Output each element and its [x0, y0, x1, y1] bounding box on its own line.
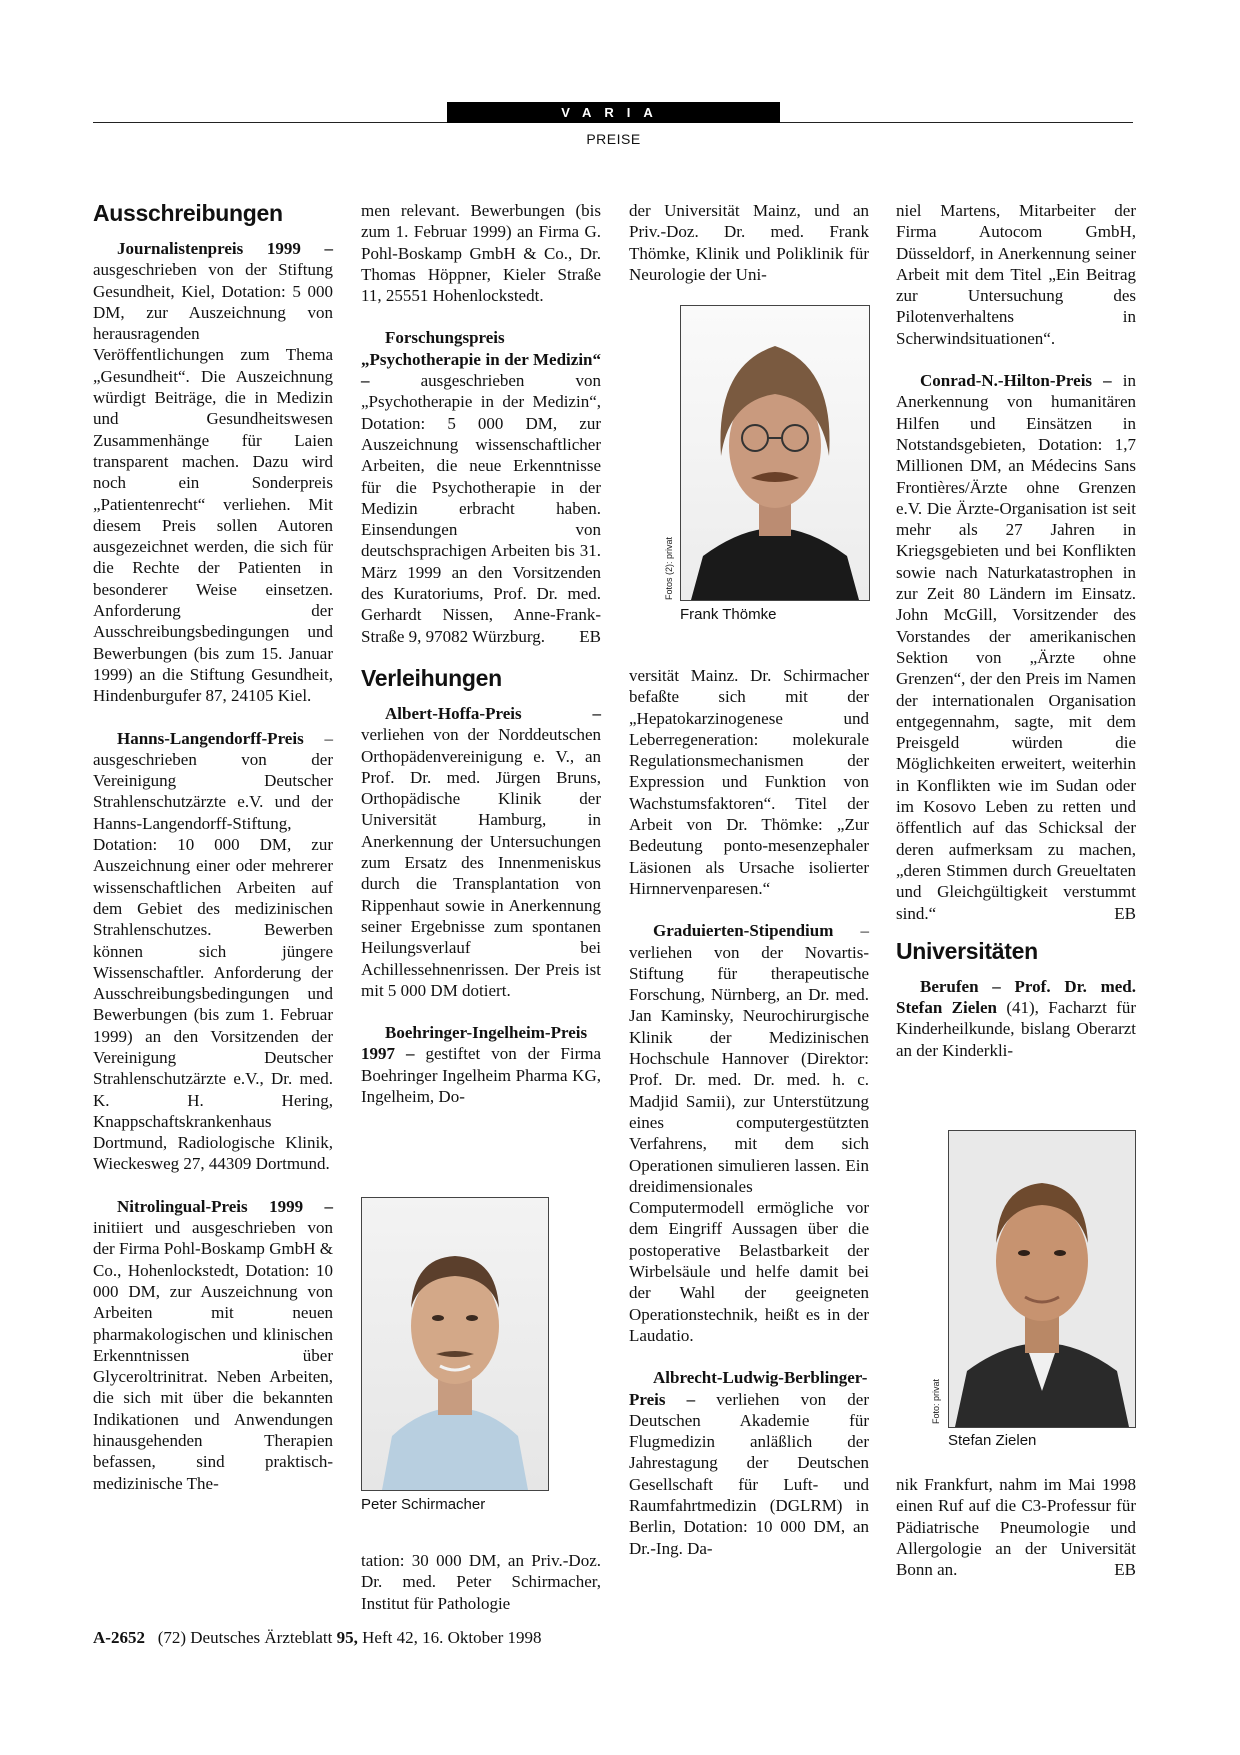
portrait-image: [681, 306, 869, 600]
article-nitrolingual: [93, 1196, 333, 1494]
author-signature: EB: [1114, 1560, 1136, 1580]
portrait-image: [362, 1198, 548, 1490]
article-text: – ausgeschrieben von der Vereinigung Deutscher Strahlenschutzärzte e.V. und der Hanns-Langendorff-Stiftung, Dotation: 10 000 DM, zur Auszeichnung einer oder mehrerer wissenschaftlichen Arbeiten auf dem Gebiet des medizinischen Strahlenschutzes. Bewerben können sich jüngere Wissenschaftler. Anforderung der Ausschreibungsbedingungen und Bewerbungen (bis zum 1. Februar 1999) an den Vorsitzenden der Vereinigung Deutscher Strahlenschutzärzte e.V., Dr. med. K. H. Hering, Knappschaftskrankenhaus Dortmund, Radiologische Klinik, Wieckesweg 27, 44309 Dortmund.: [93, 728, 333, 1174]
article-continued: [896, 1474, 1136, 1580]
article-title: Berufen – Prof. Dr. med. Stefan Zielen: [896, 976, 1136, 1018]
column-4-bottom: [896, 1474, 1136, 1580]
author-signature: EB: [579, 626, 601, 646]
article-psychotherapie: [361, 327, 601, 646]
photo-stefan-zielen: [948, 1130, 1136, 1428]
article-title: Nitrolingual-Preis 1999 –: [117, 1196, 333, 1216]
article-continued: versität Mainz. Dr. Schirmacher befaßte sich mit der „Hepatokarzinogenese und Leberregeneration: molekurale Regulationsmechanismen der Expression und Funktion von Wachstumsfaktoren“. Titel der Arbeit von Dr. Thömke: „Zur Bedeutung ponto-mesenzephaler Läsionen als Ursache isolierter Hirnnervenparesen.“: [629, 666, 869, 898]
article-hoffa: [361, 703, 601, 1001]
article-text: ausgeschrieben von der Stiftung Gesundheit, Kiel, Dotation: 5 000 DM, zur Auszeichnung von herausragenden Veröffentlichungen zum Thema „Gesundheit“. Die Auszeichnung würdigt Beiträge, die in Medizin und Gesundheitswesen Zusammenhänge für Laien transparent machen. Dazu wird noch ein Sonderpreis „Patientenrecht“ verliehen. Mit diesem Preis sollen Autoren ausgezeichnet werden, die sich für die Rechte der Patienten in besonderer Weise einsetzen. Anforderung der Ausschreibungsbedingungen und Bewerbungen (bis zum 15. Januar 1999) an die Stiftung Gesundheit, Hindenburgufer 87, 24105 Kiel.: [93, 260, 333, 706]
article-langendorff: [93, 728, 333, 1175]
heading-verleihungen: Verleihungen: [361, 664, 502, 691]
article-text: – verliehen von der Novartis-Stiftung für therapeutische Forschung, Nürnberg, an Dr. med. Jan Kaminsky, Neurochirurgische Klinik der Medizinischen Hochschule Hannover (Direktor: Prof. Dr. med. Dr. med. h. c. Madjid Samii), zur Unterstützung eines computergestützten Verfahrens, mit dem sich Operationen simulieren lassen. Ein dreidimensionales Computermodell ermögliche vor dem Eingriff Aussagen über die postoperative Belastbarkeit der Wirbelsäule und helfe damit bei der Wahl der geeigneten Operationstechnik, heißt es in der Laudatio.: [629, 921, 869, 1345]
section-label: VARIA: [447, 102, 780, 123]
article-continued: men relevant. Bewerbungen (bis zum 1. Februar 1999) an Firma G. Pohl-Boskamp GmbH & Co., Dr. Thomas Höppner, Kieler Straße 11, 25551 Hohenlockstedt.: [361, 201, 601, 306]
portrait-image: [949, 1131, 1135, 1427]
article-continued: tation: 30 000 DM, an Priv.-Doz. Dr. med. Peter Schirmacher, Institut für Pathologie: [361, 1551, 601, 1613]
article-title: Albert-Hoffa-Preis –: [385, 703, 601, 723]
subsection-label: PREISE: [586, 131, 641, 147]
photo-caption: Peter Schirmacher: [361, 1496, 486, 1513]
article-title: Graduierten-Stipendium: [653, 921, 834, 941]
journal-name: (72) Deutsches Ärzteblatt: [157, 1628, 333, 1647]
article-continued: niel Martens, Mitarbeiter der Firma Autocom GmbH, Düsseldorf, in Anerkennung seiner Arbeit mit dem Titel „Ein Beitrag zur Untersuchung des Pilotenverhaltens in Scherwindsituationen“.: [896, 201, 1136, 348]
article-text: verliehen von der Deutschen Akademie für Flugmedizin anläßlich der Jahrestagung der Deutschen Gesellschaft für Luft- und Raumfahrtmedizin (DGLRM) in Berlin, Dotation: 10 000 DM, an Dr.-Ing. Da-: [629, 1389, 869, 1558]
column-1: [93, 200, 333, 1494]
author-signature: EB: [1114, 903, 1136, 923]
article-text: verliehen von der Norddeutschen Orthopädenvereinigung e. V., an Prof. Dr. med. Jürgen Bruns, Orthopädische Klinik der Universität Hamburg, in Anerkennung der Untersuchungen zum Ersatz des Innenmeniskus durch die Transplantation von Rippenhaut sowie in Anerkennung seiner Ergebnisse zum spontanen Heilungsverlauf bei Achillessehnenrissen. Der Preis ist mit 5 000 DM dotiert.: [361, 725, 601, 1000]
article-text: nik Frankfurt, nahm im Mai 1998 einen Ruf auf die C3-Professur für Pädiatrische Pneumologie und Allergologie an der Universität Bonn an.: [896, 1475, 1136, 1580]
article-boehringer: [361, 1022, 601, 1107]
article-title: Conrad-N.-Hilton-Preis –: [920, 371, 1112, 391]
column-3: [629, 200, 869, 285]
page-footer: [93, 1628, 542, 1648]
page-number: A-2652: [93, 1628, 145, 1647]
photo-credit: Fotos (2): privat: [664, 536, 674, 600]
article-text: initiiert und ausgeschrieben von der Firma Pohl-Boskamp GmbH & Co., Hohenlockstedt, Dotation: 10 000 DM, zur Auszeichnung von Arbeiten mit neuen pharmakologischen und klinischen Erkenntnissen über Glyceroltrinitrat. Neben Arbeiten, die sich mit über die bekannten Indikationen und Anwendungen hinausgehenden Therapien befassen, sind praktisch-medizinische The-: [93, 1218, 333, 1493]
photo-credit: Foto: privat: [931, 1378, 941, 1424]
column-2-bottom: [361, 1550, 601, 1614]
article-text: ausgeschrieben von „Psychotherapie in der Medizin“, Dotation: 5 000 DM, zur Auszeichnung wissenschaftlicher Arbeiten, die neue Erkenntnisse für die Psychotherapie in der Medizin erbracht haben. Einsendungen von deutschsprachigen Arbeiten bis 31. März 1999 an den Vorsitzenden des Kuratoriums, Prof. Dr. med. Gerhardt Nissen, Anne-Frank-Straße 9, 97082 Würzburg.: [361, 371, 601, 646]
photo-caption: Stefan Zielen: [948, 1432, 1037, 1449]
article-hilton: [896, 370, 1136, 924]
article-text: (41), Facharzt für Kinderheilkunde, bislang Oberarzt an der Kinderkli-: [896, 998, 1137, 1060]
article-title: Albrecht-Ludwig-Berblinger-Preis –: [629, 1368, 868, 1409]
column-3-bottom: [629, 665, 869, 1559]
article-berblinger: [629, 1367, 869, 1559]
issue-date: Heft 42, 16. Oktober 1998: [362, 1628, 542, 1647]
article-graduierten: [629, 920, 869, 1346]
volume-number: 95,: [336, 1628, 358, 1647]
heading-universitaeten: Universitäten: [896, 937, 1038, 964]
article-title: Hanns-Langendorff-Preis: [117, 728, 304, 748]
column-4: [896, 200, 1136, 1061]
article-zielen: [896, 976, 1136, 1061]
photo-peter-schirmacher: [361, 1197, 549, 1491]
photo-caption: Frank Thömke: [680, 606, 777, 623]
column-2: [361, 200, 601, 1107]
article-title: Journalistenpreis 1999 –: [117, 239, 333, 258]
article-text: gestiftet von der Firma Boehringer Ingelheim Pharma KG, Ingelheim, Do-: [361, 1044, 601, 1106]
article-journalistenpreis: [93, 238, 333, 707]
photo-frank-thoemke: [680, 305, 870, 601]
article-text: in Anerkennung von humanitären Hilfen und Einsätzen in Notstandsgebieten, Dotation: 1,7 Millionen DM, an Médecins Sans Frontières/Ärzte ohne Grenzen e.V. Die Ärzte-Organisation ist seit mehr als 27 Jahren in Kriegsgebieten und bei Konflikten sowie nach Naturkatastrophen in zur Zeit 80 Ländern im Einsatz. John McGill, Vorsitzender des Vorstandes der amerikanischen Sektion von „Ärzte ohne Grenzen“, der den Preis im Namen der internationalen Organisation entgegennahm, sagte, mit dem Preisgeld würden die Möglichkeiten erweitert, weiterhin in Konflikten wie im Sudan oder im Kosovo Leben zu retten und öffentlich auf das Schicksal der deren aufmerksam zu machen, „deren Stimmen durch Greueltaten und Gleichgültigkeit verstummt sind.“: [896, 371, 1136, 923]
article-continued: der Universität Mainz, und an Priv.-Doz. Dr. med. Frank Thömke, Klinik und Poliklinik für Neurologie der Uni-: [629, 201, 869, 284]
article-title: Boehringer-Ingelheim-Preis 1997 –: [361, 1023, 588, 1064]
article-title: Forschungspreis „Psychotherapie in der Medizin“ –: [361, 328, 601, 391]
heading-ausschreibungen: Ausschreibungen: [93, 200, 283, 226]
